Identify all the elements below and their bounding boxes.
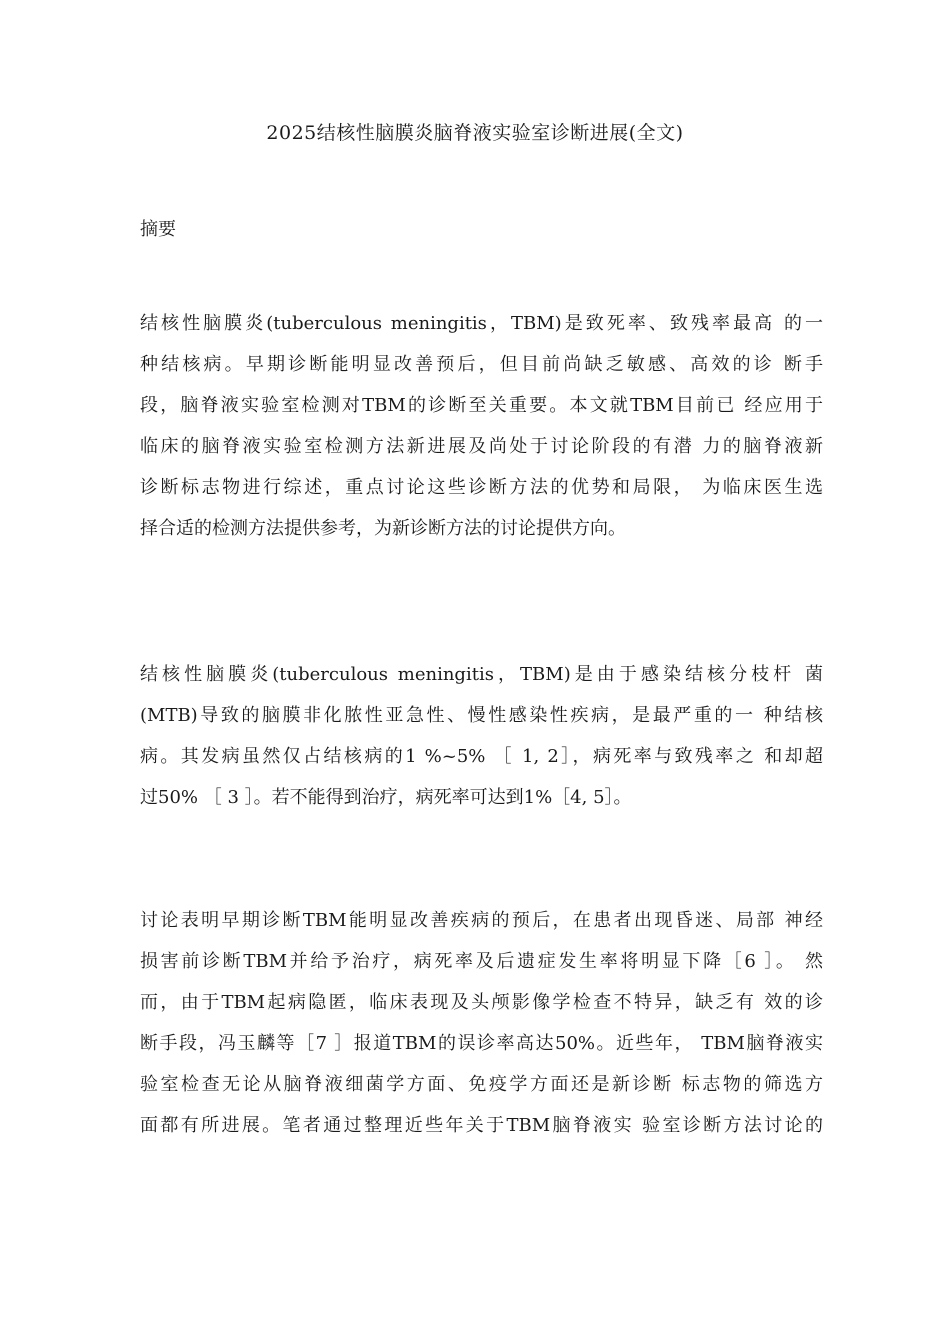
document-title: 2025结核性脑膜炎脑脊液实验室诊断进展(全文) <box>266 122 684 144</box>
paragraph-early-diagnosis <box>140 900 823 1146</box>
text-line: 结核性脑膜炎(tuberculous meningitis，TBM)是由于感染结核分枝杆 菌 <box>140 664 823 685</box>
text-line: 断手段，冯玉麟等［7 ］报道TBM的误诊率高达50%。近些年， TBM脑脊液实 <box>140 1033 823 1054</box>
text-line: 种结核病。早期诊断能明显改善预后，但目前尚缺乏敏感、高效的诊 断手 <box>140 354 823 375</box>
text-line: 而，由于TBM起病隐匿，临床表现及头颅影像学检查不特异，缺乏有 效的诊 <box>140 992 823 1013</box>
text-line: 损害前诊断TBM并给予治疗，病死率及后遗症发生率将明显下降［6 ］。 然 <box>140 951 823 972</box>
text-line: 面都有所进展。笔者通过整理近些年关于TBM脑脊液实 验室诊断方法讨论的 <box>140 1115 823 1136</box>
text-line: 诊断标志物进行综述，重点讨论这些诊断方法的优势和局限， 为临床医生选 <box>140 477 823 498</box>
section-heading-abstract: 摘要 <box>140 219 176 240</box>
paragraph-introduction <box>140 654 823 818</box>
text-line: 择合适的检测方法提供参考，为新诊断方法的讨论提供方向。 <box>140 518 626 539</box>
text-line: 过50% ［ 3 ］。若不能得到治疗，病死率可达到1%［4, 5］。 <box>140 787 632 808</box>
text-line: 段，脑脊液实验室检测对TBM的诊断至关重要。本文就TBM目前已 经应用于 <box>140 395 823 416</box>
paragraph-abstract <box>140 303 823 549</box>
text-line: (MTB)导致的脑膜非化脓性亚急性、慢性感染性疾病，是最严重的一 种结核 <box>140 705 823 726</box>
text-line: 验室检查无论从脑脊液细菌学方面、免疫学方面还是新诊断 标志物的筛选方 <box>140 1074 823 1095</box>
text-line: 结核性脑膜炎(tuberculous meningitis，TBM)是致死率、致残率最高 的一 <box>140 313 823 334</box>
text-line: 病。其发病虽然仅占结核病的1 %~5% ［ 1, 2］，病死率与致残率之 和却超 <box>140 746 823 767</box>
text-line: 临床的脑脊液实验室检测方法新进展及尚处于讨论阶段的有潜 力的脑脊液新 <box>140 436 823 457</box>
text-line: 讨论表明早期诊断TBM能明显改善疾病的预后，在患者出现昏迷、局部 神经 <box>140 910 823 931</box>
